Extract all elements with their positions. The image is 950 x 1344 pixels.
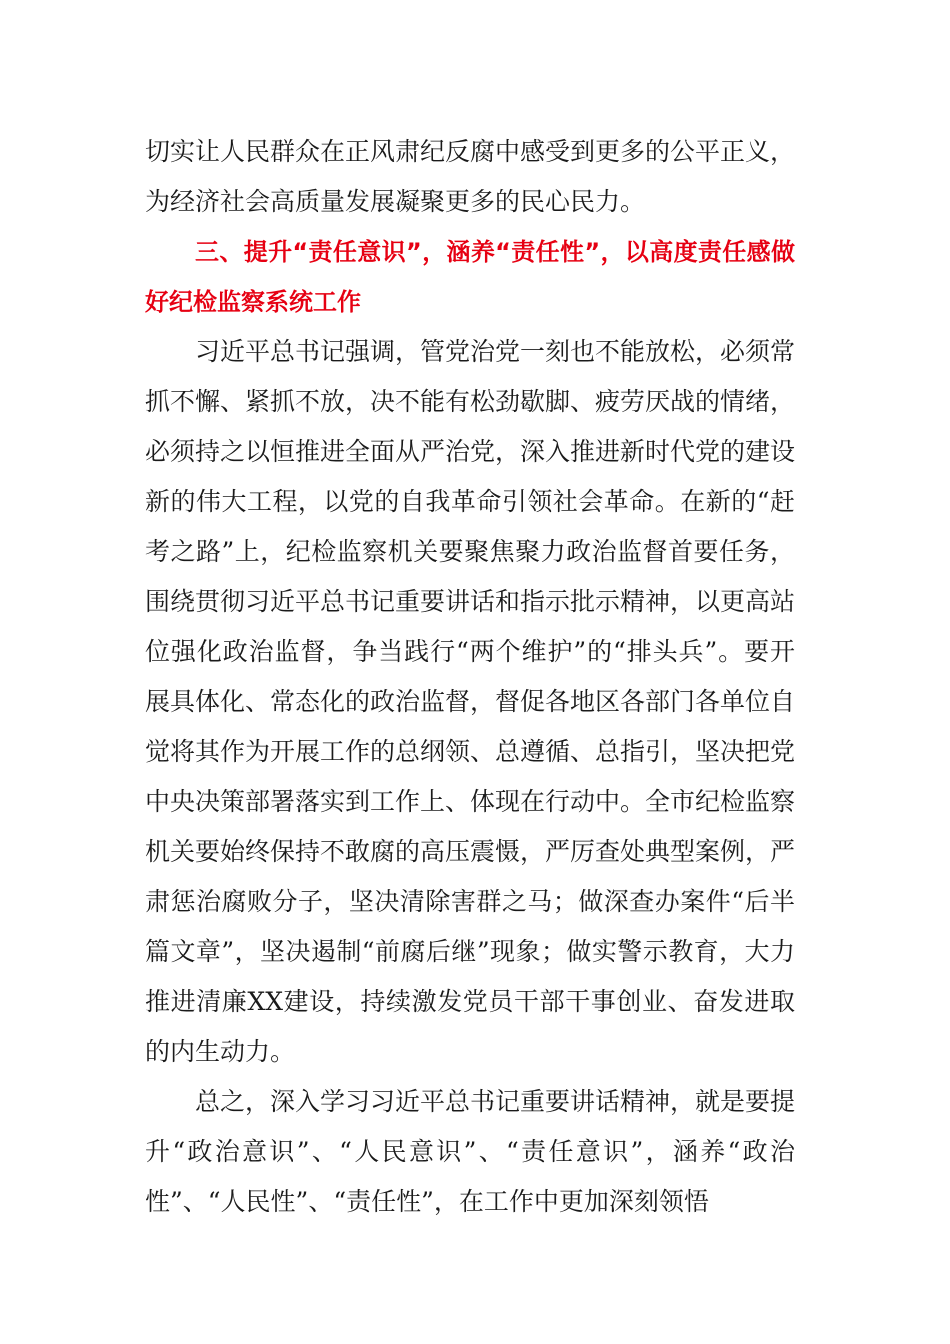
continued-paragraph: 切实让人民群众在正风肃纪反腐中感受到更多的公平正义，为经济社会高质量发展凝聚更多的民心民力。	[145, 137, 796, 216]
body-paragraph-main: 习近平总书记强调，管党治党一刻也不能放松，必须常抓不懈、紧抓不放，决不能有松劲歇脚、疲劳厌战的情绪，必须持之以恒推进全面从严治党，深入推进新时代党的建设新的伟大工程，以党的自我革命引领社会革命。在新的“赶考之路”上，纪检监察机关要聚焦聚力政治监督首要任务，围绕贯彻习近平总书记重要讲话和指示批示精神，以更高站位强化政治监督，争当践行“两个维护”的“排头兵”。要开展具体化、常态化的政治监督，督促各地区各部门各单位自觉将其作为开展工作的总纲领、总遵循、总指引，坚决把党中央决策部署落实到工作上、体现在行动中。全市纪检监察机关要始终保持不敢腐的高压震慑，严厉查处典型案例，严肃惩治腐败分子，坚决清除害群之马；做深查办案件“后半篇文章”，坚决遏制“前腐后继”现象；做实警示教育，大力推进清廉XX建设，持续激发党员干部干事创业、奋发进取的内生动力。	[145, 337, 796, 1066]
document-body	[145, 127, 795, 1227]
section-heading-3: 三、提升“责任意识”，涵养“责任性”，以高度责任感做好纪检监察系统工作	[145, 238, 795, 316]
body-paragraph-summary: 总之，深入学习习近平总书记重要讲话精神，就是要提升“政治意识”、“人民意识”、“责任意识”，涵养“政治性”、“人民性”、“责任性”，在工作中更加深刻领悟	[145, 1087, 796, 1216]
